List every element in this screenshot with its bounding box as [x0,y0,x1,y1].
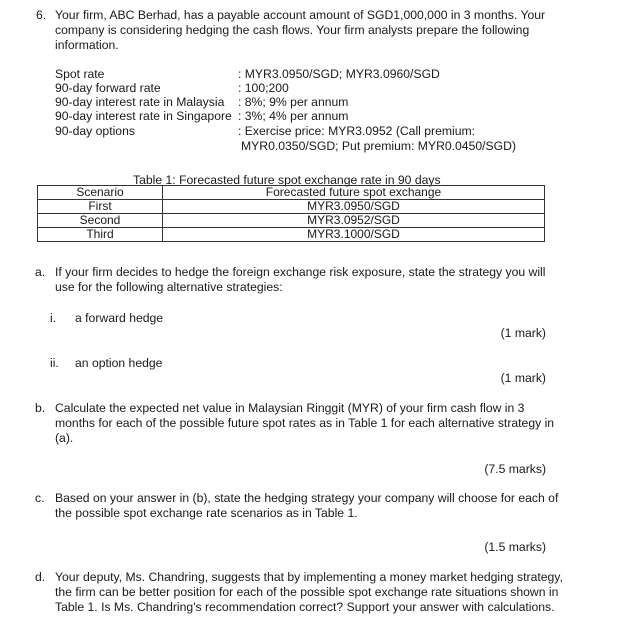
info-label: 90-day options [55,124,135,138]
info-row-options-continued [55,139,575,153]
part-a-ii-number: ii. [50,356,59,370]
info-row-options [55,124,575,138]
part-a-ii-text: an option hedge [75,356,163,370]
table-row [38,200,545,214]
part-d-text: Your deputy, Ms. Chandring, suggests that by implementing a money market hedging strategy, the firm can be better position for each of the possible spot exchange rate situations shown in Table 1. Is Ms. Chandring's recommendation correct? Support your answer with calculations. [55,570,563,614]
part-a-i-number: i. [50,311,57,325]
table-header-forecast: Forecasted future spot exchange [163,186,545,200]
info-value-continued: MYR0.0350/SGD; Put premium: MYR0.0450/SGD) [241,139,516,153]
table-cell-rate: MYR3.1000/SGD [163,228,545,242]
table-caption: Table 1: Forecasted future spot exchange rate in 90 days [133,173,441,187]
part-b-mark: (7.5 marks) [484,462,546,476]
info-value: : Exercise price: MYR3.0952 (Call premium: [238,124,476,138]
info-value: : MYR3.0950/SGD; MYR3.0960/SGD [238,67,440,81]
part-c-mark: (1.5 marks) [484,540,546,554]
forecast-table [37,185,545,242]
info-row-forward-rate [55,81,575,95]
info-row-interest-malaysia [55,95,575,109]
info-value: : 3%; 4% per annum [238,109,349,123]
table-header-row [38,186,545,200]
info-row-interest-singapore [55,109,575,123]
table-cell-scenario: First [38,200,163,214]
part-a-ii-mark: (1 mark) [500,371,546,385]
info-value: : 100;200 [238,81,289,95]
table-cell-scenario: Second [38,214,163,228]
info-label: 90-day interest rate in Singapore [55,109,232,123]
info-row-spot-rate [55,67,575,81]
table-cell-scenario: Third [38,228,163,242]
part-a-letter: a. [35,265,46,279]
table-cell-rate: MYR3.0952/SGD [163,214,545,228]
question-intro: Your firm, ABC Berhad, has a payable account amount of SGD1,000,000 in 3 months. Your company is considering hedging the cash flows. Your firm analysts prepare the following information. [55,8,546,52]
part-b-letter: b. [35,401,46,415]
question-number: 6. [36,8,47,22]
info-value: : 8%; 9% per annum [238,95,349,109]
part-b-text: Calculate the expected net value in Malaysian Ringgit (MYR) of your firm cash flow in 3 months for each of the possible future spot rates as in Table 1 for each alternative strategy in (a). [55,401,555,445]
info-label: 90-day forward rate [55,81,161,95]
part-d-letter: d. [35,570,46,584]
table-header-scenario: Scenario [38,186,163,200]
part-c-text: Based on your answer in (b), state the hedging strategy your company will choose for each of the possible spot exchange rate scenarios as in Table 1. [55,491,559,520]
part-a-i-mark: (1 mark) [500,326,546,340]
table-cell-rate: MYR3.0950/SGD [163,200,545,214]
info-label: 90-day interest rate in Malaysia [55,95,225,109]
part-a-i-text: a forward hedge [75,311,164,325]
part-c-letter: c. [35,491,45,505]
info-label: Spot rate [55,67,105,81]
table-row [38,228,545,242]
table-row [38,214,545,228]
part-a-text: If your firm decides to hedge the foreign exchange risk exposure, state the strategy you will use for the following alternative strategies: [55,265,546,294]
